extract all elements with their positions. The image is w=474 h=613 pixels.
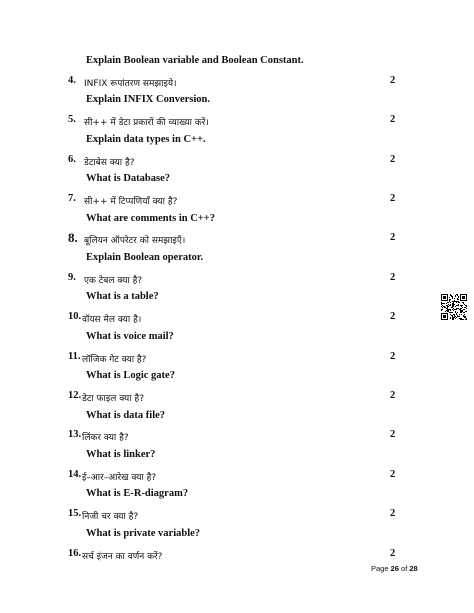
question-marks: 2 bbox=[390, 232, 396, 244]
hindi-question-text: बूलियन ऑपरेटर को समझाइएँ। bbox=[84, 236, 186, 247]
question-number: 13. bbox=[68, 429, 82, 441]
english-question-text: Explain INFIX Conversion. bbox=[86, 94, 210, 106]
english-question-text: What is voice mail? bbox=[86, 330, 174, 342]
question-number: 6. bbox=[68, 153, 76, 165]
english-question-text: What is Logic gate? bbox=[86, 370, 175, 382]
question-number: 15. bbox=[68, 508, 82, 520]
hindi-question-text: वॉयस मेल क्या है। bbox=[82, 315, 142, 326]
hindi-question-text: लिंकर क्या है? bbox=[82, 433, 129, 444]
question-number: 8. bbox=[68, 230, 78, 246]
english-question-text: What is data file? bbox=[86, 409, 166, 421]
question-marks: 2 bbox=[390, 429, 396, 441]
english-question-text: What is E-R-diagram? bbox=[86, 488, 189, 500]
question-number: 11. bbox=[68, 350, 81, 362]
hindi-question-text: निजी चर क्या है? bbox=[82, 512, 139, 523]
question-number: 4. bbox=[68, 74, 76, 86]
hindi-question-text: सर्च इंजन का वर्णन करें? bbox=[82, 551, 163, 562]
question-number: 10. bbox=[68, 311, 82, 323]
question-marks: 2 bbox=[390, 468, 396, 480]
hindi-question-text: ई–आर–आरेख क्या है? bbox=[82, 472, 157, 483]
hindi-question-text: सी++ में टिप्पणियाँ क्या है? bbox=[84, 196, 178, 207]
total-page-count: 28 bbox=[409, 564, 418, 573]
question-number: 12. bbox=[68, 389, 82, 401]
question-marks: 2 bbox=[390, 153, 396, 165]
page-footer bbox=[371, 564, 418, 573]
qr-code-icon bbox=[441, 294, 467, 320]
question-marks: 2 bbox=[390, 114, 396, 126]
question-number: 5. bbox=[68, 114, 76, 126]
english-question-text: What is linker? bbox=[86, 449, 156, 460]
english-question-text: What is a table? bbox=[86, 291, 159, 303]
question-marks: 2 bbox=[390, 192, 396, 204]
hindi-question-text: डेटा फाइल क्या है? bbox=[82, 393, 144, 404]
current-page-number: 26 bbox=[390, 564, 399, 573]
question-marks: 2 bbox=[390, 547, 396, 559]
question-marks: 2 bbox=[390, 389, 396, 401]
question-marks: 2 bbox=[390, 74, 396, 86]
english-question-text: What is Database? bbox=[86, 173, 171, 185]
hindi-question-text: डेटाबेस क्या है? bbox=[84, 157, 135, 168]
question-number: 14. bbox=[68, 468, 82, 480]
english-question-text: Explain data types in C++. bbox=[86, 133, 206, 145]
footer-prefix: Page bbox=[371, 564, 391, 573]
english-question-text: What are comments in C++? bbox=[86, 212, 216, 224]
english-question-text: Explain Boolean variable and Boolean Constant. bbox=[86, 55, 304, 66]
question-marks: 2 bbox=[390, 311, 396, 323]
question-marks: 2 bbox=[390, 350, 396, 362]
question-number: 9. bbox=[68, 271, 76, 283]
hindi-question-text: एक टेबल क्या है? bbox=[84, 275, 143, 286]
footer-middle: of bbox=[398, 564, 410, 573]
hindi-question-text: सी++ में डेटा प्रकारों की व्याख्या करें। bbox=[84, 118, 209, 129]
question-number: 7. bbox=[68, 192, 76, 204]
hindi-question-text: लॉजिक गेट क्या है? bbox=[82, 354, 147, 365]
english-question-text: Explain Boolean operator. bbox=[86, 252, 204, 263]
question-number: 16. bbox=[68, 547, 82, 559]
hindi-question-text: INFIX रूपांतरण समझाइये। bbox=[84, 78, 177, 89]
english-question-text: What is private variable? bbox=[86, 527, 201, 539]
question-marks: 2 bbox=[390, 508, 396, 520]
question-marks: 2 bbox=[390, 271, 396, 283]
